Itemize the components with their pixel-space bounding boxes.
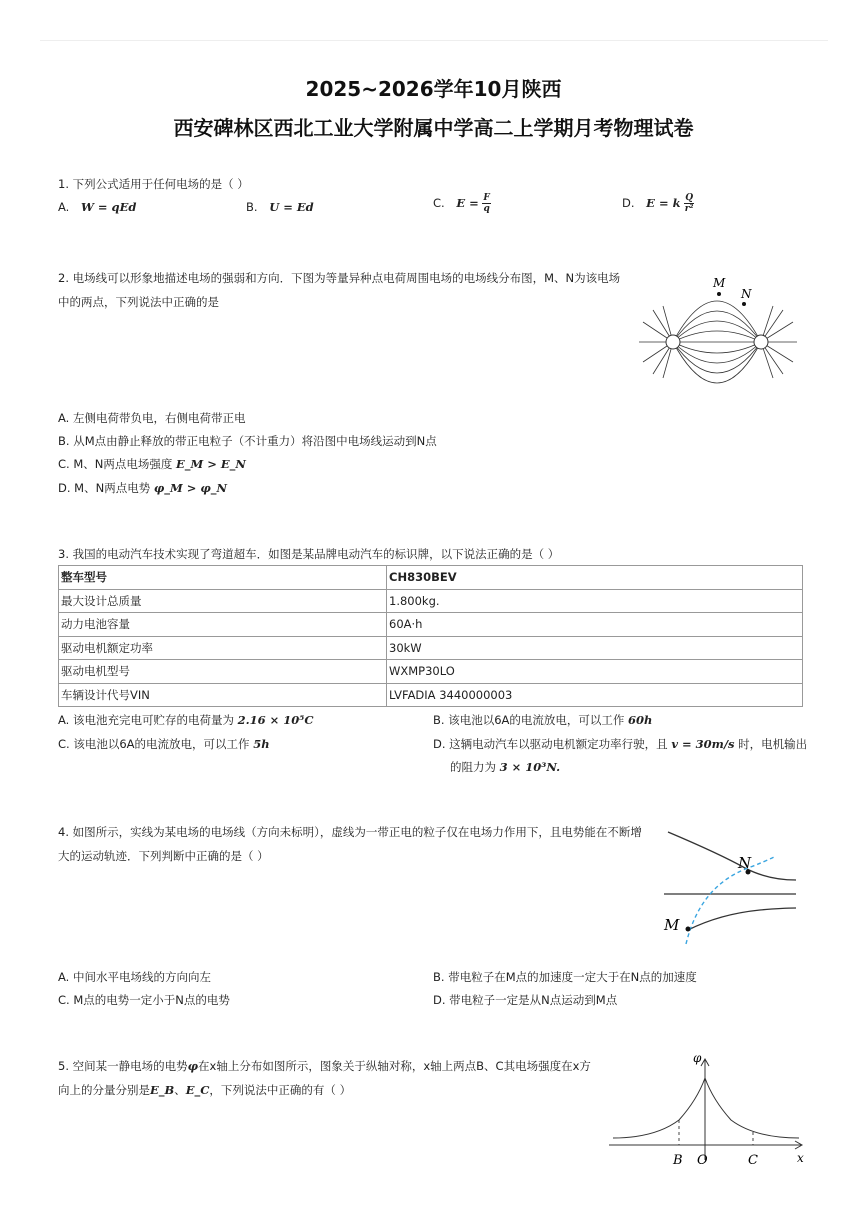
table-row	[59, 589, 803, 613]
formula: φ_M > φ_N	[153, 481, 228, 495]
option-text: A. 该电池充完电可贮存的电荷量为	[58, 713, 234, 727]
formula: v = 30m/s	[671, 737, 735, 751]
q3-option-d[interactable]	[433, 736, 807, 752]
q2-stem-line-2: 中的两点，下列说法中正确的是	[58, 295, 219, 309]
table-row	[59, 566, 803, 590]
q2-field-lines-figure	[635, 270, 805, 405]
option-label: C.	[433, 196, 445, 210]
table-row	[59, 613, 803, 637]
numerator: Q	[685, 193, 694, 203]
option-text: 时，电机输出	[738, 737, 808, 751]
denominator: r²	[684, 204, 694, 214]
q4-option-c[interactable]: C. M点的电势一定小于N点的电势	[58, 993, 230, 1007]
formula: 5h	[253, 737, 270, 751]
label-c: C	[748, 1153, 758, 1168]
stem-text: 5. 空间某一静电场的电势	[58, 1059, 188, 1073]
stem-text: ，下列说法中正确的有（ ）	[209, 1083, 352, 1097]
table-cell: 驱动电机额定功率	[59, 636, 387, 660]
formula: W = qEd	[80, 200, 137, 214]
option-label: B.	[246, 200, 258, 214]
q3-option-b[interactable]	[433, 712, 652, 728]
q4-stem-line-1: 4. 如图所示，实线为某电场的电场线（方向未标明），虚线为一带正电的粒子仅在电场力作用下，且电势能在不断增	[58, 825, 642, 839]
table-cell: 60A·h	[387, 613, 803, 637]
q1-option-a[interactable]	[58, 200, 136, 214]
table-cell: 1.800kg.	[387, 589, 803, 613]
stem-text: 在x轴上分布如图所示，图象关于纵轴对称，x轴上两点B、C其电场强度在x方	[198, 1059, 591, 1073]
q3-option-c[interactable]	[58, 736, 270, 752]
q5-potential-graph	[605, 1050, 810, 1170]
q1-option-d[interactable]	[622, 193, 694, 214]
option-text: 的阻力为	[450, 760, 496, 774]
q3-stem: 3. 我国的电动汽车技术实现了弯道超车．如图是某品牌电动汽车的标识牌，以下说法正确的是（ ）	[58, 547, 560, 561]
formula-lhs: E =	[456, 196, 479, 210]
header-rule	[40, 40, 828, 41]
vehicle-spec-table	[58, 565, 803, 707]
table-cell: 驱动电机型号	[59, 660, 387, 684]
q4-option-b[interactable]: B. 带电粒子在M点的加速度一定大于在N点的加速度	[433, 970, 697, 984]
option-text: B. 该电池以6A的电流放电，可以工作	[433, 713, 625, 727]
table-row	[59, 636, 803, 660]
formula: E_C	[185, 1083, 210, 1097]
table-cell: LVFADIA 3440000003	[387, 683, 803, 707]
exam-title-line-2: 西安碑林区西北工业大学附属中学高二上学期月考物理试卷	[173, 116, 694, 140]
fraction	[482, 193, 490, 214]
formula: U = Ed	[269, 200, 314, 214]
phi-symbol: φ	[187, 1059, 199, 1073]
formula-lhs: E = k	[646, 196, 681, 210]
label-b: B	[673, 1153, 683, 1168]
table-row	[59, 660, 803, 684]
label-o: O	[697, 1153, 708, 1168]
formula: E_M > E_N	[176, 457, 246, 471]
label-n: N	[741, 287, 752, 301]
option-text: C. 该电池以6A的电流放电，可以工作	[58, 737, 250, 751]
formula: 60h	[628, 713, 653, 727]
q4-trajectory-figure	[660, 826, 805, 950]
stem-text: 向上的分量分别是	[58, 1083, 150, 1097]
label-phi: φ	[693, 1051, 702, 1065]
table-cell: WXMP30LO	[387, 660, 803, 684]
formula: E_B	[150, 1083, 175, 1097]
q2-option-c[interactable]	[58, 456, 246, 472]
q5-stem-line-1	[58, 1058, 591, 1074]
option-label: D.	[622, 196, 635, 210]
q2-option-a[interactable]: A. 左侧电荷带负电，右侧电荷带正电	[58, 411, 246, 425]
q4-option-d[interactable]: D. 带电粒子一定是从N点运动到M点	[433, 993, 618, 1007]
q4-option-a[interactable]: A. 中间水平电场线的方向向左	[58, 970, 211, 984]
table-cell: 整车型号	[59, 566, 387, 590]
label-n: N	[738, 854, 752, 872]
q2-option-d[interactable]	[58, 480, 227, 496]
label-m: M	[664, 916, 680, 934]
table-row	[59, 683, 803, 707]
q5-stem-line-2	[58, 1082, 351, 1098]
q2-option-b[interactable]: B. 从M点由静止释放的带正电粒子（不计重力）将沿图中电场线运动到N点	[58, 434, 437, 448]
exam-title-line-1: 2025~2026学年10月陕西	[305, 77, 562, 101]
q1-option-b[interactable]	[246, 200, 314, 214]
q3-option-d-line-2[interactable]	[450, 759, 560, 775]
option-label: A.	[58, 200, 70, 214]
q1-stem: 1. 下列公式适用于任何电场的是（ ）	[58, 177, 249, 191]
table-cell: 最大设计总质量	[59, 589, 387, 613]
table-cell: 车辆设计代号VIN	[59, 683, 387, 707]
option-text: D. 这辆电动汽车以驱动电机额定功率行驶，且	[433, 737, 668, 751]
table-cell: CH830BEV	[387, 566, 803, 590]
q2-stem-line-1: 2. 电场线可以形象地描述电场的强弱和方向．下图为等量异种点电荷周围电场的电场线分布图，M、N为该电场	[58, 271, 621, 285]
fraction	[684, 193, 694, 214]
q3-option-a[interactable]	[58, 712, 314, 728]
formula: 2.16 × 10⁵C	[237, 713, 314, 727]
table-cell: 动力电池容量	[59, 613, 387, 637]
label-m: M	[713, 276, 726, 290]
table-cell: 30kW	[387, 636, 803, 660]
denominator: q	[483, 204, 490, 214]
label-x: x	[797, 1151, 804, 1165]
stem-text: 、	[174, 1083, 186, 1097]
formula: 3 × 10³N.	[499, 760, 561, 774]
q4-stem-line-2: 大的运动轨迹．下列判断中正确的是（ ）	[58, 849, 269, 863]
option-text: D. M、N两点电势	[58, 481, 151, 495]
option-text: C. M、N两点电场强度	[58, 457, 173, 471]
q1-option-c[interactable]	[433, 193, 491, 214]
numerator: F	[483, 193, 490, 203]
